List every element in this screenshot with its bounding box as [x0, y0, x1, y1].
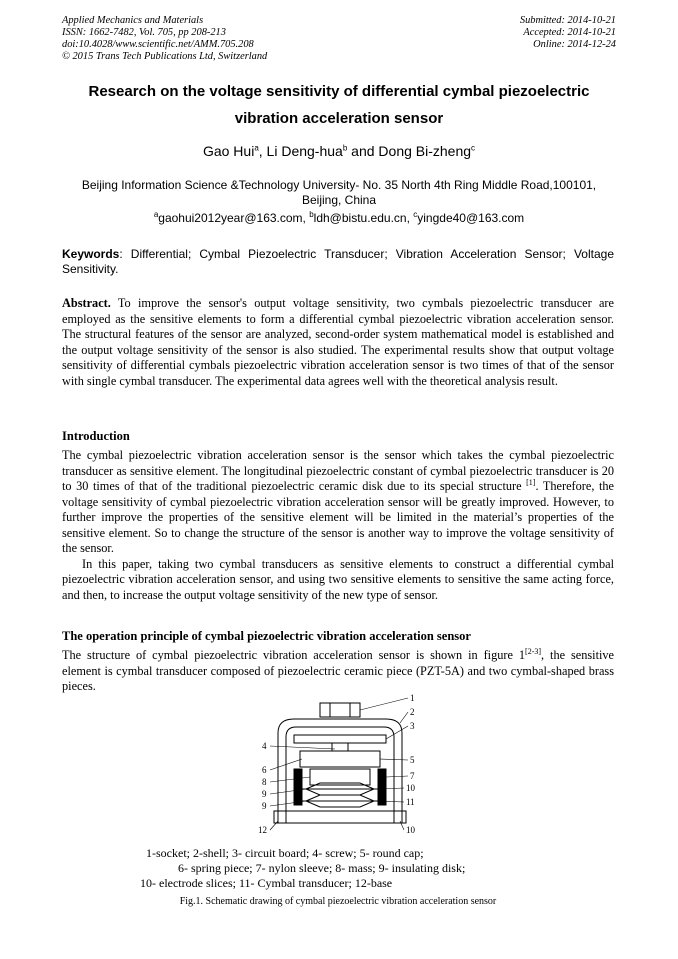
callout-label: 1 — [410, 693, 415, 703]
callout-label: 9 — [262, 789, 267, 799]
paragraph-text: , the sensitive element is cymbal transducer composed of piezoelectric ceramic piece (PZT-5A) and two cymbal-shaped brass pieces. — [62, 648, 615, 693]
submitted-date: Submitted: 2014-10-21 — [519, 15, 616, 26]
abstract — [62, 296, 614, 389]
email-mark: a — [153, 210, 159, 219]
callout-label: 11 — [406, 797, 415, 807]
doi-line: doi:10.4028/www.scientific.net/AMM.705.208 — [62, 39, 254, 50]
callout-label: 10 — [406, 783, 415, 793]
title-line-1: Research on the voltage sensitivity of differential cymbal piezoelectric — [88, 83, 590, 100]
figure-legend-line-1: 1-socket; 2-shell; 3- circuit board; 4- screw; 5- round cap; — [146, 846, 424, 860]
callout-label: 4 — [262, 741, 267, 751]
socket-shape — [320, 703, 360, 717]
keywords-label: Keywords — [62, 247, 120, 261]
author-list — [62, 142, 616, 160]
figure-legend-line-3: 10- electrode slices; 11- Cymbal transducer; 12-base — [140, 876, 393, 890]
abstract-text: To improve the sensor's output voltage sensitivity, two cymbals piezoelectric transducer are employed as the sensitive elements to form a differential cymbal piezoelectric vibration acceleration sensor. The structural features of the sensor are analyzed, second-order system mathematical model is established and the output voltage sensitivity of the sensor is also studied. The experimental results show that output voltage sensitivity of differential cymbals piezoelectric vibration acceleration sensor is two times of that of the sensor with single cymbal transducer. The experimental data agrees well with the theoretical analysis result. — [62, 296, 614, 388]
paragraph — [62, 648, 614, 695]
figure-legend-line-2: 6- spring piece; 7- nylon sleeve; 8- mass; 9- insulating disk; — [178, 861, 466, 875]
callout-label: 3 — [410, 721, 415, 731]
email-separator: , — [302, 211, 310, 225]
callout-label: 10 — [406, 825, 415, 835]
journal-header — [62, 15, 382, 63]
round-cap-shape — [300, 751, 380, 767]
author-name: Dong Bi-zheng — [378, 143, 472, 159]
author-affil-mark: c — [471, 143, 476, 153]
author-name: Gao Hui — [202, 143, 255, 159]
email-mark: c — [413, 210, 418, 219]
callout-label: 5 — [410, 755, 415, 765]
section-heading-introduction: Introduction — [62, 429, 130, 443]
author-affil-mark: b — [342, 143, 348, 153]
author-separator: , — [258, 143, 267, 159]
citation[interactable]: [2-3] — [525, 646, 542, 656]
section-heading-operation-principle: The operation principle of cymbal piezoelectric vibration acceleration sensor — [62, 629, 471, 643]
keywords-text: : Differential; Cymbal Piezoelectric Transducer; Vibration Acceleration Sensor; Voltage Sensitivity. — [62, 247, 614, 276]
title-line-2: vibration acceleration sensor — [234, 110, 444, 127]
email-address[interactable]: ldh@bistu.edu.cn — [313, 211, 407, 225]
paragraph-text: . Therefore, the voltage sensitivity of cymbal piezoelectric vibration acceleration sensor will be greatly improved. However, to further improve the properties of the sensitive element will be limited in the material’s properties of the sensitive element. So to change the structure of the sensor is another way to improve the voltage sensitivity of the sensor. — [62, 479, 614, 555]
author-affil-mark: a — [254, 143, 259, 153]
abstract-label: Abstract. — [62, 296, 111, 310]
author-separator: and — [347, 143, 379, 159]
online-date: Online: 2014-12-24 — [533, 39, 616, 50]
email-list — [62, 211, 616, 226]
accepted-date: Accepted: 2014-10-21 — [523, 27, 616, 38]
journal-name: Applied Mechanics and Materials — [62, 15, 204, 26]
paragraph — [62, 448, 614, 557]
figure-caption: Fig.1. Schematic drawing of cymbal piezoelectric vibration acceleration sensor — [179, 896, 497, 907]
callout-label: 7 — [410, 771, 415, 781]
affiliation-line-2: Beijing, China — [301, 193, 377, 207]
paragraph-text: The cymbal piezoelectric vibration acceleration sensor is the sensor which takes the cymbal piezoelectric transducer as sensitive element. The longitudinal piezoelectric constant of cymbal piezoelectric transducer is 20 to 30 times of that of the traditional piezoelectric ceramic disk due to its special structure — [62, 448, 614, 493]
affiliation-line-1: Beijing Information Science &Technology University- No. 35 North 4th Ring Middle Road,100101, — [81, 178, 597, 192]
base-shape — [274, 811, 406, 823]
introduction-body — [62, 448, 614, 603]
email-address[interactable]: gaohui2012year@163.com — [158, 211, 303, 225]
callout-label: 8 — [262, 777, 267, 787]
email-separator: , — [406, 211, 414, 225]
callout-label: 2 — [410, 707, 415, 717]
callout-label: 9 — [262, 801, 267, 811]
paragraph: In this paper, taking two cymbal transducers as sensitive elements to construct a differential cymbal piezoelectric vibration acceleration sensor, and using two sensitive elements to sensitive the same acting force, and then, to increase the output voltage sensitivity of the new type of sensor. — [62, 556, 614, 602]
copyright-line: © 2015 Trans Tech Publications Ltd, Switzerland — [62, 51, 268, 62]
author-name: Li Deng-hua — [266, 143, 343, 159]
paragraph-text: The structure of cymbal piezoelectric vibration acceleration sensor is shown in figure 1 — [62, 648, 526, 662]
issn-line: ISSN: 1662-7482, Vol. 705, pp 208-213 — [62, 27, 226, 38]
sensor-schematic-figure — [250, 693, 430, 839]
operation-body — [62, 648, 614, 695]
callout-label: 6 — [262, 765, 267, 775]
paper-title — [50, 78, 628, 132]
affiliation — [62, 178, 616, 208]
callout-label: 12 — [258, 825, 267, 835]
dates-header — [400, 15, 616, 51]
email-address[interactable]: yingde40@163.com — [417, 211, 525, 225]
keywords — [62, 247, 614, 277]
citation[interactable]: [1] — [526, 477, 536, 487]
circuit-board-shape — [294, 735, 386, 743]
email-mark: b — [309, 210, 314, 219]
